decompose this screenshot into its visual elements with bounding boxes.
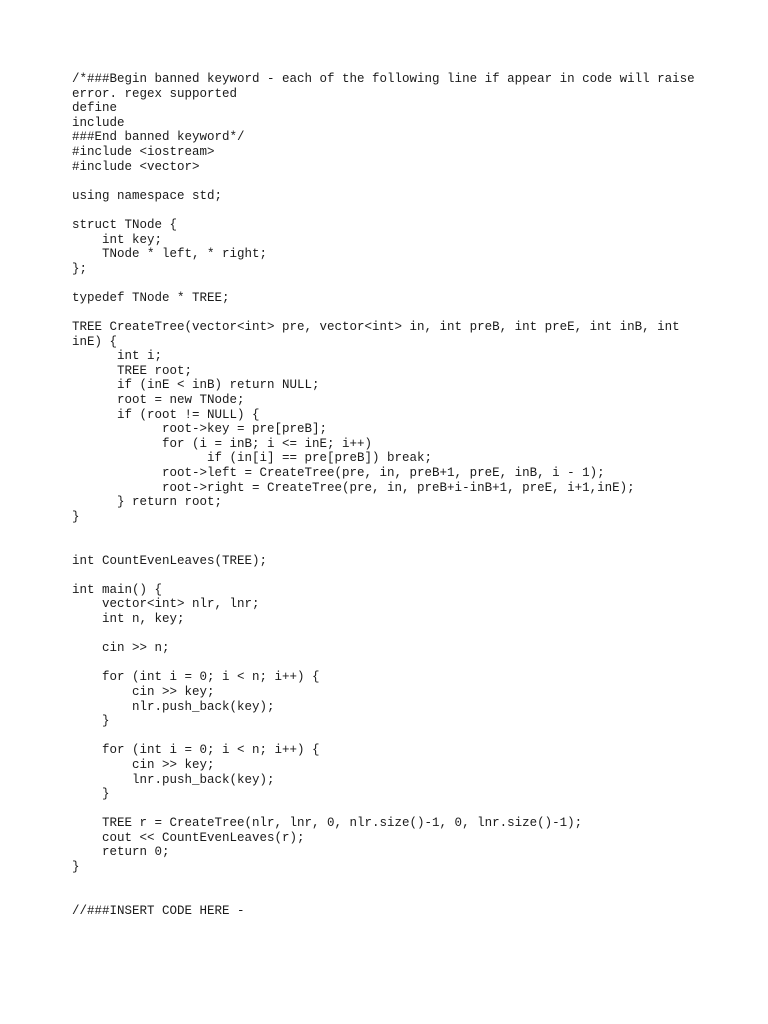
- code-line: } return root;: [72, 495, 223, 510]
- code-line: TNode * left, * right;: [72, 247, 268, 262]
- code-line: root->left = CreateTree(pre, in, preB+1, preE, inB, i - 1);: [72, 466, 605, 481]
- code-line: TREE r = CreateTree(nlr, lnr, 0, nlr.size()-1, 0, lnr.size()-1);: [72, 816, 583, 831]
- code-line: inE) {: [72, 334, 118, 349]
- code-line: if (in[i] == pre[preB]) break;: [72, 451, 433, 466]
- code-line: ###End banned keyword*/: [72, 130, 245, 145]
- code-line: if (inE < inB) return NULL;: [72, 378, 320, 393]
- code-line: [72, 568, 712, 583]
- code-line: #include <iostream>: [72, 144, 215, 159]
- code-line: root->key = pre[preB];: [72, 422, 328, 437]
- code-line: int i;: [72, 349, 163, 364]
- code-block: [72, 72, 712, 918]
- code-line: typedef TNode * TREE;: [72, 290, 230, 305]
- code-line: }: [72, 714, 110, 729]
- code-line: [72, 627, 712, 642]
- code-line: return 0;: [72, 845, 170, 860]
- code-line: using namespace std;: [72, 188, 223, 203]
- code-line: [72, 802, 712, 817]
- code-line: [72, 306, 712, 321]
- code-line: define: [72, 101, 118, 116]
- code-line: };: [72, 261, 88, 276]
- code-line: int CountEvenLeaves(TREE);: [72, 553, 268, 568]
- code-line: for (i = inB; i <= inE; i++): [72, 436, 373, 451]
- code-line: [72, 276, 712, 291]
- code-line: if (root != NULL) {: [72, 407, 260, 422]
- code-line: //###INSERT CODE HERE -: [72, 903, 245, 918]
- code-line: #include <vector>: [72, 159, 200, 174]
- code-line: [72, 539, 712, 554]
- code-line: error. regex supported: [72, 86, 238, 101]
- code-line: }: [72, 787, 110, 802]
- code-line: nlr.push_back(key);: [72, 699, 275, 714]
- code-line: }: [72, 860, 80, 875]
- code-line: cin >> n;: [72, 641, 170, 656]
- code-line: TREE root;: [72, 363, 193, 378]
- code-line: TREE CreateTree(vector<int> pre, vector<int> in, int preB, int preE, int inB, int: [72, 320, 680, 335]
- code-line: [72, 729, 712, 744]
- code-line: int key;: [72, 232, 163, 247]
- code-line: [72, 875, 712, 890]
- code-line: root->right = CreateTree(pre, in, preB+i-inB+1, preE, i+1,inE);: [72, 480, 635, 495]
- code-line: root = new TNode;: [72, 393, 245, 408]
- code-line: }: [72, 509, 80, 524]
- code-line: /*###Begin banned keyword - each of the following line if appear in code will raise: [72, 72, 695, 86]
- code-line: cin >> key;: [72, 684, 215, 699]
- code-line: [72, 889, 712, 904]
- code-line: include: [72, 115, 125, 130]
- code-line: [72, 524, 712, 539]
- code-line: struct TNode {: [72, 217, 178, 232]
- code-line: for (int i = 0; i < n; i++) {: [72, 670, 320, 685]
- code-line: for (int i = 0; i < n; i++) {: [72, 743, 320, 758]
- code-line: int n, key;: [72, 611, 185, 626]
- code-line: int main() {: [72, 582, 163, 597]
- code-line: vector<int> nlr, lnr;: [72, 597, 260, 612]
- code-line: cout << CountEvenLeaves(r);: [72, 830, 305, 845]
- code-line: [72, 656, 712, 671]
- code-line: [72, 174, 712, 189]
- code-line: cin >> key;: [72, 757, 215, 772]
- code-line: [72, 203, 712, 218]
- code-line: lnr.push_back(key);: [72, 772, 275, 787]
